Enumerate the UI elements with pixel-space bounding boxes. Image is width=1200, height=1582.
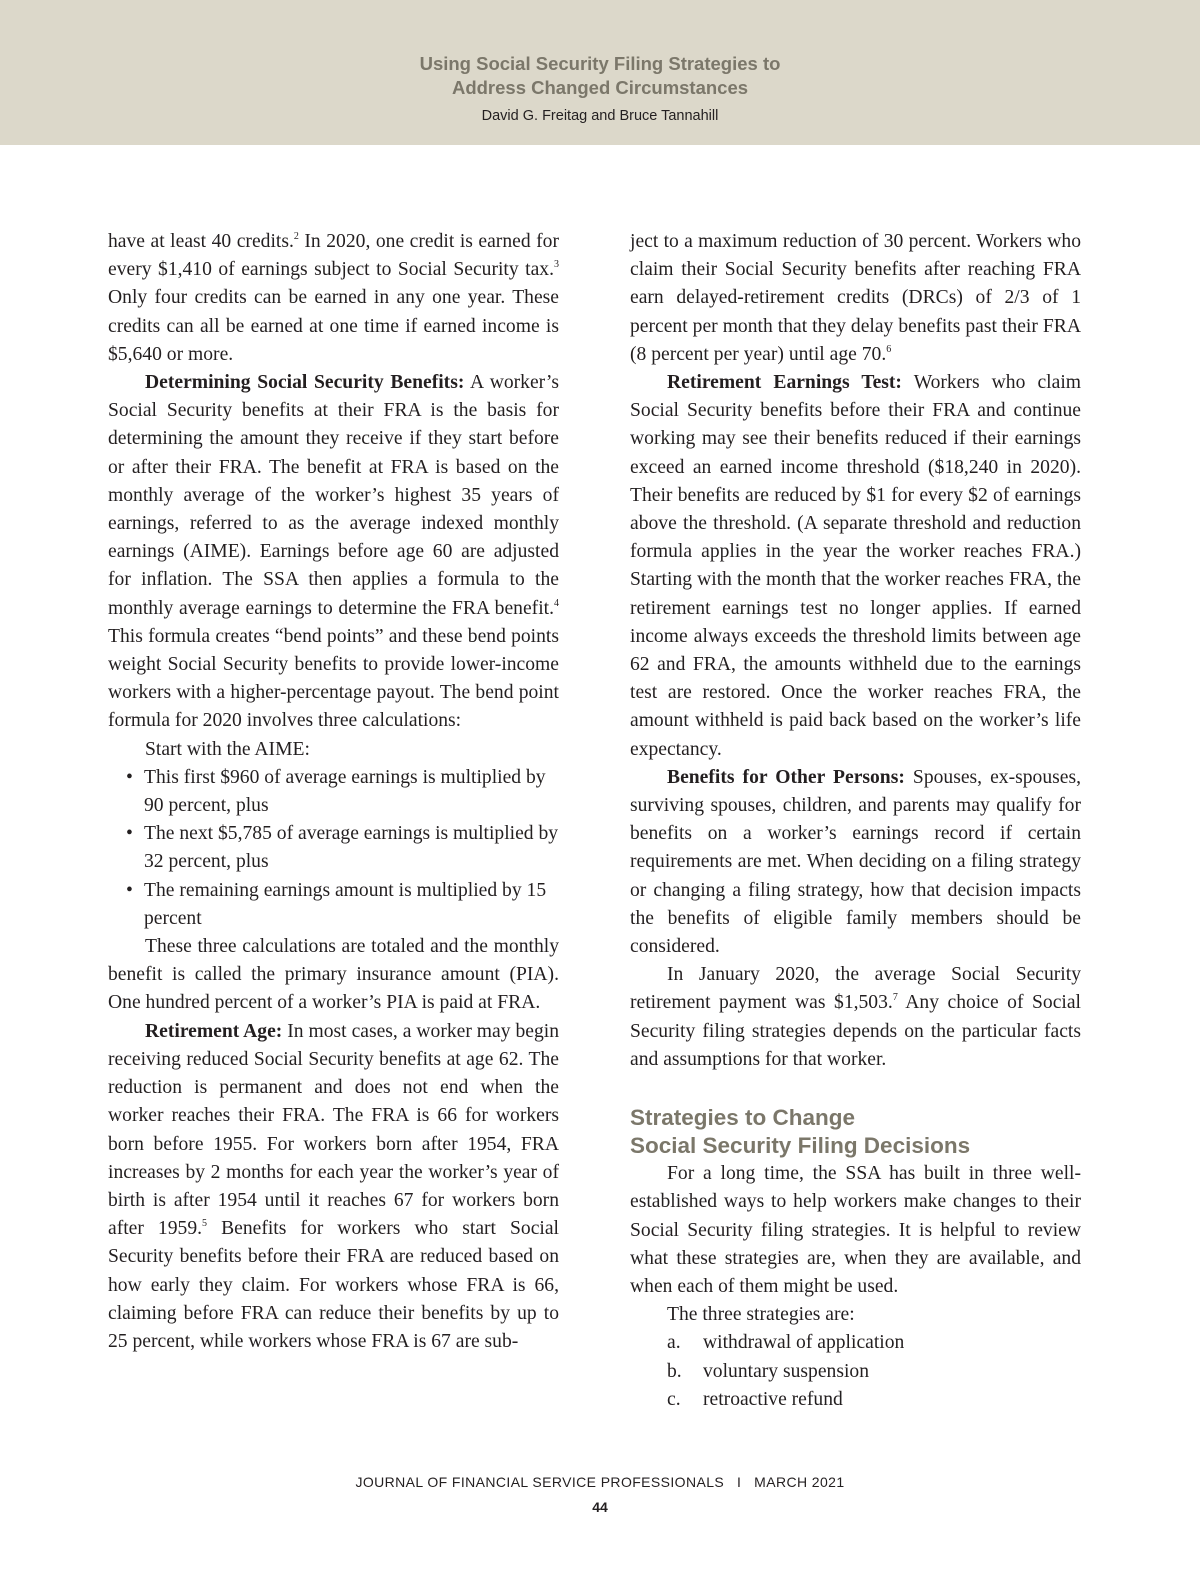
- paragraph-retirement-age: Retirement Age: In most cases, a worker may begin receiving reduced Social Security benefits at age 62. The reduction is permanent and does not end when the worker reaches their FRA. The FRA is 66 for workers born before 1955. For workers born after 1954, FRA increases by 2 months for each year the worker’s year of birth is after 1954 until it reaches 67 for workers born after 1959.$^5$ Benefits for workers who start Social Security benefits before their FRA are reduced based on how early they claim. For workers whose FRA is 66, claiming before FRA can reduce their benefits by up to 25 percent, while workers whose FRA is 67 are sub-: [108, 1020, 560, 1352]
- list-item: a. withdrawal of application: [667, 1332, 905, 1354]
- paragraph-pia: These three calculations are totaled and the monthly benefit is called the primary insurance amount (PIA). One hundred percent of a worker’s PIA is paid at FRA.: [108, 936, 559, 1014]
- footnote-ref: 2: [293, 231, 299, 242]
- strategy-list: [630, 1329, 1081, 1414]
- article-authors: David G. Freitag and Bruce Tannahill: [481, 108, 719, 124]
- run-in-heading: Determining Social Security Benefits:: [145, 372, 465, 394]
- footnote-ref: 5: [202, 1218, 208, 1230]
- footnote-ref: 3: [554, 259, 559, 271]
- paragraph-credits: have at least 40 credits.$^2$ In 2020, one credit is earned for every $1,410 of earnings subject to Social Security tax.$^3$ Only four credits can be earned in any one year. These credits can all be earned at one time if earned income is $5,640 or more.: [108, 231, 559, 365]
- aime-intro: Start with the AIME:: [145, 738, 310, 760]
- footnote-ref: 6: [886, 343, 892, 355]
- list-item: • The remaining earnings amount is multiplied by 15 percent: [108, 877, 559, 933]
- page-number: 44: [592, 1499, 608, 1515]
- bend-point-list: [108, 764, 559, 933]
- paragraph-earnings-test: Retirement Earnings Test: Workers who claim Social Security benefits before their FRA and continue working may see their benefits reduced if their earnings exceed an earned income threshold ($18,240 in 2020). Their benefits are reduced by $1 for every $2 of earnings above the threshold. (A separate threshold and reduction formula applies in the year the worker reaches FRA.) Starting with the month that the worker reaches FRA, the retirement earnings test no longer applies. If earned income always exceeds the threshold limits between age 62 and FRA, the amounts withheld due to the earnings test are restored. Once the worker reaches FRA, the amount withheld is paid back based on the worker’s life expectancy.: [630, 372, 1081, 760]
- article-title-line-2: Address Changed Circumstances: [451, 77, 749, 98]
- paragraph-continued: ject to a maximum reduction of 30 percent. Workers who claim their Social Security benefits after reaching FRA earn delayed-retirement credits (DRCs) of 2/3 of 1 percent per month that they delay benefits past their FRA (8 percent per year) until age 70.$^6$: [630, 231, 1081, 365]
- list-item: • The next $5,785 of average earnings is multiplied by 32 percent, plus: [108, 820, 559, 876]
- left-column: [108, 228, 559, 1356]
- page-header: [0, 0, 1200, 145]
- paragraph-other-persons: Benefits for Other Persons: Spouses, ex-spouses, surviving spouses, children, and parents may qualify for benefits on a worker’s earnings record if certain requirements are met. When deciding on a filing strategy or changing a filing strategy, how that decision impacts the benefits of eligible family members should be considered.: [630, 766, 1081, 958]
- journal-footer: JOURNAL OF FINANCIAL SERVICE PROFESSIONALS I MARCH 2021: [355, 1474, 845, 1490]
- article-title-line-1: Using Social Security Filing Strategies to: [419, 53, 781, 74]
- right-column: [630, 228, 1081, 1414]
- list-item: c. retroactive refund: [667, 1388, 843, 1410]
- footnote-ref: 7: [892, 992, 898, 1004]
- footnote-ref: 4: [554, 597, 559, 609]
- run-in-heading: Retirement Earnings Test:: [667, 372, 902, 394]
- list-item: b. voluntary suspension: [667, 1360, 869, 1382]
- paragraph-determining-benefits: Determining Social Security Benefits: A worker’s Social Security benefits at their FRA is the basis for determining the amount they receive if they start before or after their FRA. The benefit at FRA is based on the monthly average of the worker’s highest 35 years of earnings, referred to as the average indexed monthly earnings (AIME). Earnings before age 60 are adjusted for inflation. The SSA then applies a formula to the monthly average earnings to determine the FRA benefit.$^4$ This formula creates “bend points” and these bend points weight Social Security benefits to provide lower-income workers with a higher-percentage payout. The bend point formula for 2020 involves three calculations:: [108, 372, 559, 732]
- paragraph-three-strategies: The three strategies are:: [667, 1304, 855, 1326]
- run-in-heading: Retirement Age:: [145, 1020, 283, 1042]
- list-item: • This first $960 of average earnings is multiplied by 90 percent, plus: [108, 764, 559, 820]
- run-in-heading: Benefits for Other Persons:: [667, 766, 905, 788]
- section-heading: Strategies to Change Social Security Filing Decisions: [630, 1105, 971, 1159]
- paragraph-strategies-intro: For a long time, the SSA has built in three well-established ways to help workers make changes to their Social Security filing strategies. It is helpful to review what these strategies are, when they are available, and when each of them might be used.: [630, 1163, 1081, 1297]
- paragraph-average-payment: In January 2020, the average Social Security retirement payment was $1,503.$^7$ Any choice of Social Security filing strategies depends on the particular facts and assumptions for that worker.: [630, 964, 1081, 1070]
